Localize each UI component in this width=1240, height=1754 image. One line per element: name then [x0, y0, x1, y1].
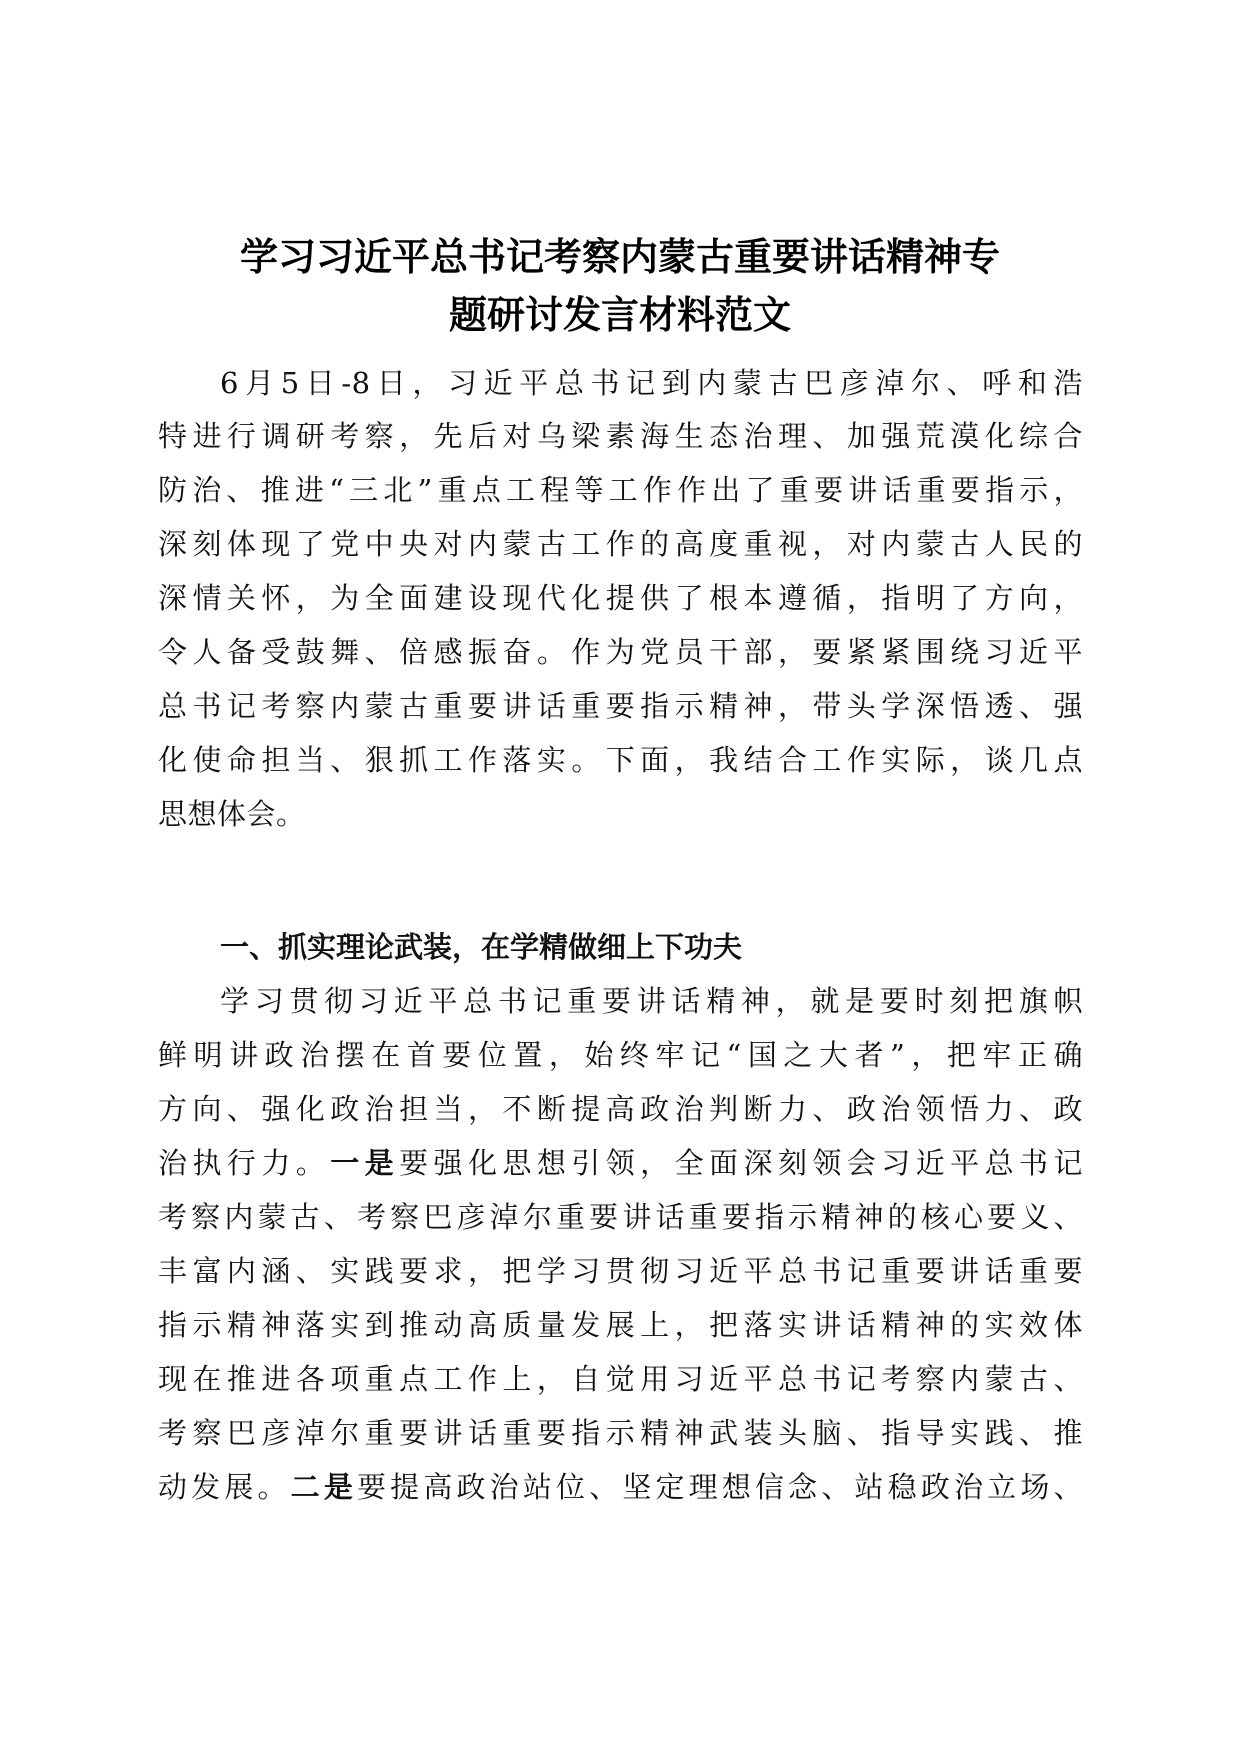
paragraph-line: 总书记考察内蒙古重要讲话重要指示精神，带头学深悟透、强: [158, 689, 1083, 723]
line-text: 动发展。: [158, 1470, 291, 1504]
paragraph-line: [158, 1143, 1083, 1183]
paragraph-line: 特进行调研考察，先后对乌梁素海生态治理、加强荒漠化综合: [158, 419, 1083, 453]
document-title: [150, 228, 1090, 344]
paragraph-line: 令人备受鼓舞、倍感振奋。作为党员干部，要紧紧围绕习近平: [158, 635, 1083, 669]
paragraph-line: 考察内蒙古、考察巴彦淖尔重要讲话重要指示精神的核心要义、: [158, 1200, 1083, 1234]
title-line: 题研讨发言材料范文: [448, 293, 791, 337]
paragraph-line: 现在推进各项重点工作上，自觉用习近平总书记考察内蒙古、: [158, 1362, 1083, 1396]
paragraph-line: 丰富内涵、实践要求，把学习贯彻习近平总书记重要讲话重要: [158, 1254, 1083, 1288]
line-text: 治执行力。: [158, 1146, 331, 1180]
bold-marker: 二是: [290, 1470, 358, 1504]
bold-marker: 一是: [330, 1146, 400, 1180]
paragraph-line: 学习贯彻习近平总书记重要讲话精神，就是要时刻把旗帜: [220, 984, 1083, 1018]
paragraph-line: 6月5日-8日，习近平总书记到内蒙古巴彦淖尔、呼和浩: [220, 366, 1083, 400]
paragraph-line: 防治、推进“三北”重点工程等工作作出了重要讲话重要指示，: [158, 473, 1083, 507]
paragraph-line: 指示精神落实到推动高质量发展上，把落实讲话精神的实效体: [158, 1308, 1083, 1342]
paragraph-line: 化使命担当、狠抓工作落实。下面，我结合工作实际，谈几点: [158, 743, 1083, 777]
paragraph-line: 深刻体现了党中央对内蒙古工作的高度重视，对内蒙古人民的: [158, 527, 1083, 561]
section-heading: 一、抓实理论武装，在学精做细上下功夫: [220, 930, 743, 964]
title-line: 学习习近平总书记考察内蒙古重要讲话精神专: [239, 235, 1000, 279]
paragraph-line: 方向、强化政治担当，不断提高政治判断力、政治领悟力、政: [158, 1092, 1083, 1126]
line-text: 要提高政治站位、坚定理想信念、站稳政治立场、: [357, 1470, 1083, 1504]
line-text: 要强化思想引领，全面深刻领会习近平总书记: [399, 1146, 1083, 1180]
paragraph-line: 思想体会。: [158, 797, 306, 831]
paragraph-line: 鲜明讲政治摆在首要位置，始终牢记“国之大者”，把牢正确: [158, 1038, 1083, 1072]
paragraph-line: 考察巴彦淖尔重要讲话重要指示精神武装头脑、指导实践、推: [158, 1416, 1083, 1450]
paragraph-line: [158, 1467, 1083, 1507]
paragraph-line: 深情关怀，为全面建设现代化提供了根本遵循，指明了方向，: [158, 581, 1083, 615]
